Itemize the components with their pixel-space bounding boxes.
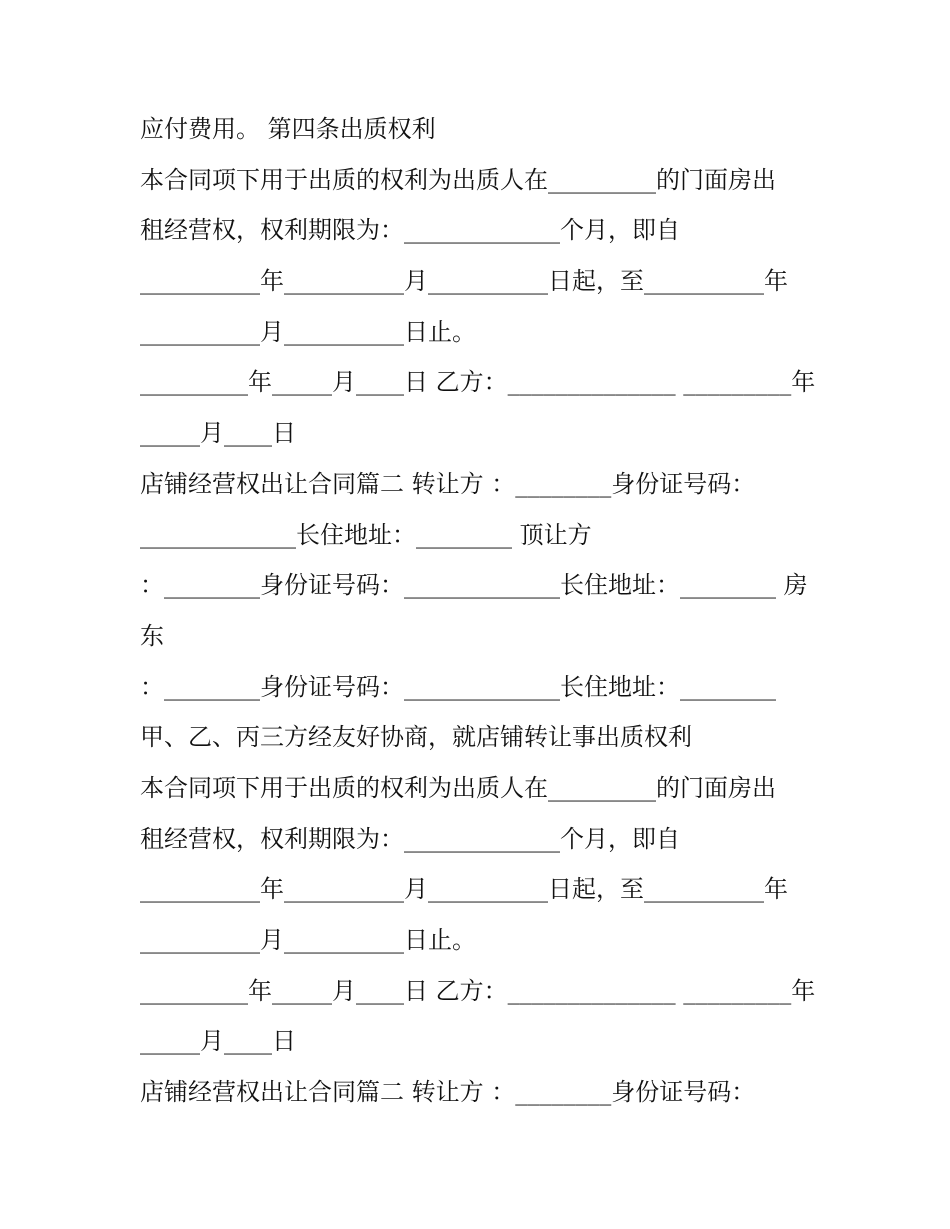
text-line: 应付费用。 第四条出质权利 (140, 115, 436, 143)
text-line: _____________长住地址：________ 顶让方 (140, 520, 592, 549)
text-line: 本合同项下用于出质的权利为出质人在_________的门面房出 (140, 165, 776, 194)
text-line: __________年__________月__________日起，至__________年 (140, 875, 788, 904)
text-line: _____月____日 (140, 419, 296, 448)
text-line: 本合同项下用于出质的权利为出质人在_________的门面房出 (140, 773, 776, 802)
text-line: 东 (140, 621, 164, 650)
document-body (140, 110, 820, 1124)
text-line: 租经营权，权利期限为：_____________个月，即自 (140, 824, 680, 853)
text-line: ：________身份证号码：_____________长住地址：________ (140, 672, 776, 701)
text-line: 店铺经营权出让合同篇二 转让方 ：________身份证号码： (140, 469, 756, 498)
text-line: ：________身份证号码：_____________长住地址：________ 房 (140, 571, 808, 600)
text-line: __________月__________日止。 (140, 926, 476, 954)
text-line: _________年_____月____日 乙方：______________ _________年 (140, 976, 816, 1005)
text-line: _____月____日 (140, 1027, 296, 1056)
text-line: 店铺经营权出让合同篇二 转让方 ：________身份证号码： (140, 1078, 756, 1107)
text-line: 甲、乙、丙三方经友好协商，就店铺转让事出质权利 (140, 723, 692, 752)
text-line: 租经营权，权利期限为：_____________个月，即自 (140, 216, 680, 245)
text-line: __________月__________日止。 (140, 317, 476, 346)
text-line: _________年_____月____日 乙方：______________ _________年 (140, 368, 816, 397)
text-line: __________年__________月__________日起，至__________年 (140, 267, 788, 296)
